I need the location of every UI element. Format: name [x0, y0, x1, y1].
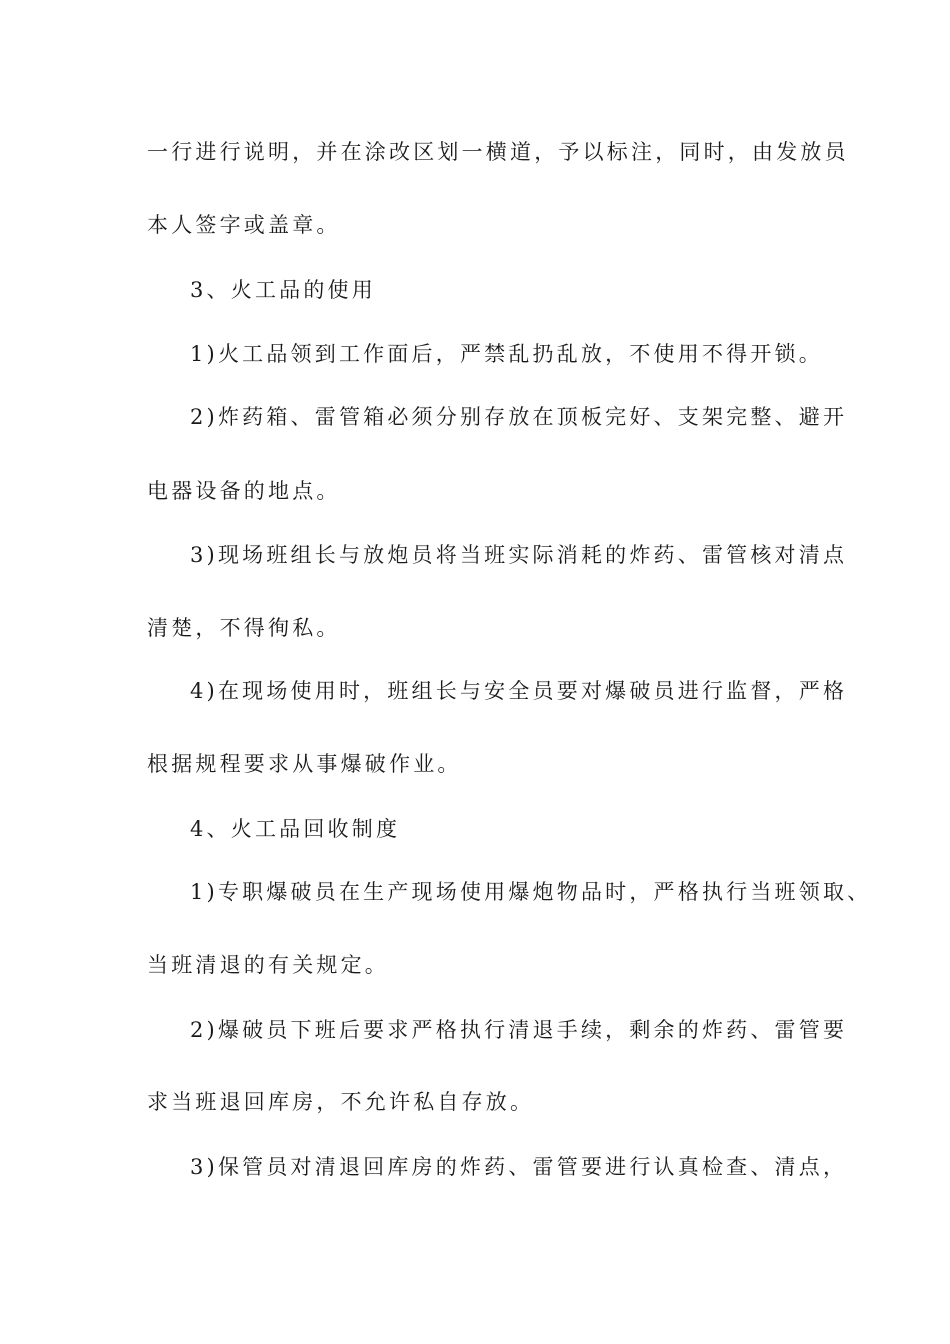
paragraph-line: 2)炸药箱、雷管箱必须分别存放在顶板完好、支架完整、避开: [190, 405, 848, 429]
section-heading: 4、火工品回收制度: [190, 817, 401, 841]
paragraph-line: 4)在现场使用时，班组长与安全员要对爆破员进行监督，严格: [190, 679, 848, 703]
paragraph-line: 1)专职爆破员在生产现场使用爆炮物品时，严格执行当班领取、: [190, 880, 872, 904]
paragraph-line: 根据规程要求从事爆破作业。: [147, 752, 462, 776]
paragraph-line: 2)爆破员下班后要求严格执行清退手续，剩余的炸药、雷管要: [190, 1018, 848, 1042]
paragraph-line: 电器设备的地点。: [147, 479, 341, 503]
section-heading: 3、火工品的使用: [190, 278, 376, 302]
paragraph-line: 求当班退回库房，不允许私自存放。: [147, 1090, 535, 1114]
paragraph-line: 一行进行说明，并在涂改区划一横道，予以标注，同时，由发放员: [147, 140, 849, 164]
paragraph-line: 3)保管员对清退回库房的炸药、雷管要进行认真检查、清点，: [190, 1155, 848, 1179]
paragraph-line: 清楚，不得徇私。: [147, 616, 341, 640]
paragraph-line: 1)火工品领到工作面后，严禁乱扔乱放，不使用不得开锁。: [190, 342, 823, 366]
paragraph-line: 本人签字或盖章。: [147, 213, 341, 237]
paragraph-line: 3)现场班组长与放炮员将当班实际消耗的炸药、雷管核对清点: [190, 543, 848, 567]
paragraph-line: 当班清退的有关规定。: [147, 953, 389, 977]
